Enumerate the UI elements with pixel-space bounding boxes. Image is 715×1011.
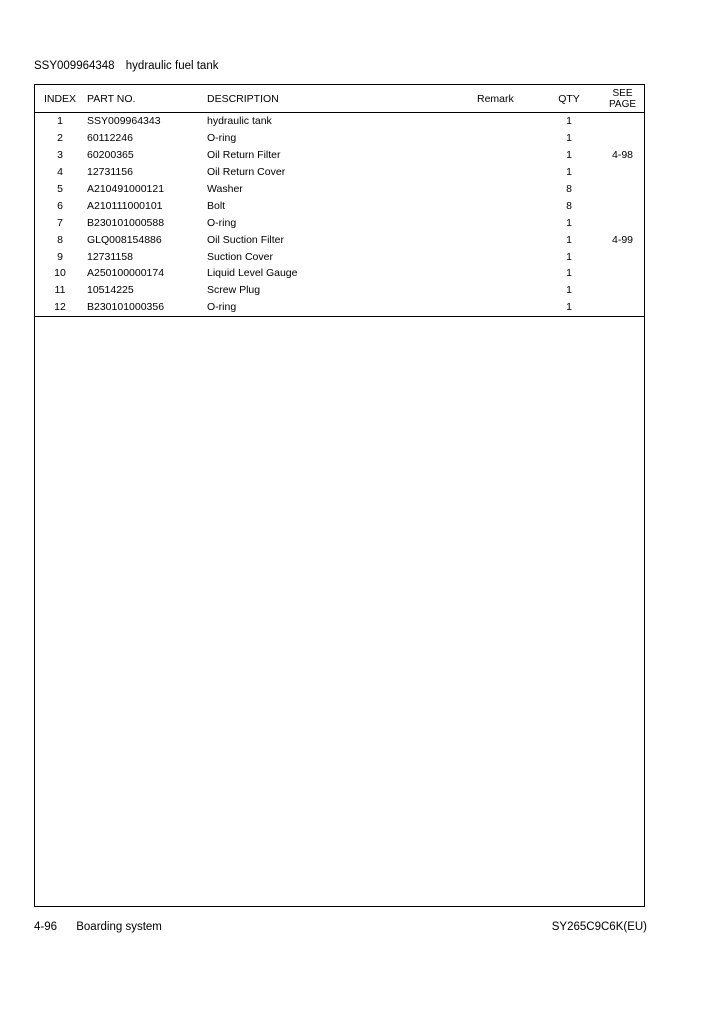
cell-description: Suction Cover [207,250,273,263]
cell-description: O-ring [207,216,237,229]
table-row [35,265,644,282]
page-header [34,60,218,72]
page-number: 4-96 [34,921,58,933]
cell-index: 12 [35,299,85,316]
page-footer-left [34,921,162,933]
section-name: Boarding system [76,921,162,933]
cell-part-no: A210111000101 [87,199,163,212]
cell-see-page [601,181,644,198]
cell-qty: 1 [566,115,572,128]
cell-index: 6 [57,199,63,212]
table-row [35,130,644,147]
assembly-title: hydraulic fuel tank [125,60,219,72]
cell-index: 11 [54,284,66,297]
cell-remark [477,130,537,147]
cell-remark [477,265,537,282]
table-row [35,231,644,248]
cell-index: 7 [57,216,63,229]
cell-index: 3 [57,149,63,162]
cell-description: Oil Return Cover [207,166,286,179]
cell-description: Oil Suction Filter [207,233,285,246]
cell-qty: 1 [566,267,572,280]
cell-part-no: 10514225 [87,284,134,297]
cell-index: 9 [57,250,63,263]
cell-remark [477,248,537,265]
cell-remark [477,181,537,198]
cell-remark [477,214,537,231]
cell-see-page [601,282,644,299]
cell-index: 5 [57,183,63,195]
cell-part-no: B230101000588 [87,216,165,229]
cell-remark [477,299,537,316]
cell-part-no: GLQ008154886 [87,233,162,246]
parts-table-body [35,113,644,317]
cell-description: Washer [207,183,243,195]
cell-description: Liquid Level Gauge [207,267,298,280]
see-page-line1: SEE [612,87,633,99]
cell-see-page: 4-98 [611,149,633,162]
cell-see-page [601,197,644,214]
table-row [35,181,644,198]
column-header-description: DESCRIPTION [207,85,477,113]
cell-part-no: 60200365 [87,149,134,162]
cell-see-page [601,164,644,181]
assembly-code: SSY009964348 [34,60,115,72]
cell-description: Bolt [207,199,226,212]
cell-qty: 1 [566,216,572,229]
cell-index: 1 [57,115,63,128]
cell-index: 10 [54,267,66,280]
table-row [35,147,644,164]
table-row [35,197,644,214]
cell-see-page [601,130,644,147]
cell-part-no: B230101000356 [85,299,207,316]
parts-list-frame [34,84,645,907]
cell-part-no: 12731158 [87,250,133,263]
table-row [35,248,644,265]
cell-remark [477,282,537,299]
table-row [35,164,644,181]
cell-description: hydraulic tank [207,115,272,128]
cell-part-no: 60112246 [87,132,133,145]
column-header-part-no: PART NO. [85,85,207,113]
cell-part-no: SSY009964343 [87,115,161,128]
cell-remark [477,164,537,181]
cell-index: 2 [57,132,63,145]
cell-see-page [601,113,644,130]
cell-qty: 1 [566,132,572,145]
cell-remark [477,113,537,130]
cell-qty: 1 [566,250,572,263]
cell-part-no: 12731156 [87,166,133,179]
parts-table [35,85,644,317]
column-header-index: INDEX [35,85,85,113]
table-header-row [35,85,644,113]
table-row [35,282,644,299]
cell-index: 8 [57,233,63,246]
cell-qty: 1 [566,233,572,246]
cell-remark [477,147,537,164]
cell-qty: 8 [566,183,572,195]
cell-remark [477,197,537,214]
cell-remark [477,231,537,248]
cell-see-page [601,265,644,282]
column-header-qty: QTY [537,85,601,113]
cell-see-page [601,299,644,316]
column-header-remark: Remark [477,85,537,113]
column-header-see-page [601,85,644,113]
cell-qty: 1 [566,284,572,297]
cell-qty: 1 [566,149,572,162]
table-row [35,299,644,316]
table-row [35,113,644,130]
cell-part-no: A210491000121 [87,183,165,195]
cell-qty: 8 [566,199,572,212]
cell-see-page [601,248,644,265]
see-page-line2: PAGE [608,98,637,110]
cell-see-page: 4-99 [611,233,633,246]
cell-part-no: A250100000174 [87,267,165,280]
table-row [35,214,644,231]
cell-description: O-ring [207,299,477,316]
cell-index: 4 [57,166,63,179]
cell-description: O-ring [207,132,237,145]
cell-qty: 1 [537,299,601,316]
cell-see-page [601,214,644,231]
model-code: SY265C9C6K(EU) [551,921,647,933]
cell-description: Oil Return Filter [207,149,281,162]
cell-qty: 1 [566,166,572,179]
cell-description: Screw Plug [207,284,261,297]
